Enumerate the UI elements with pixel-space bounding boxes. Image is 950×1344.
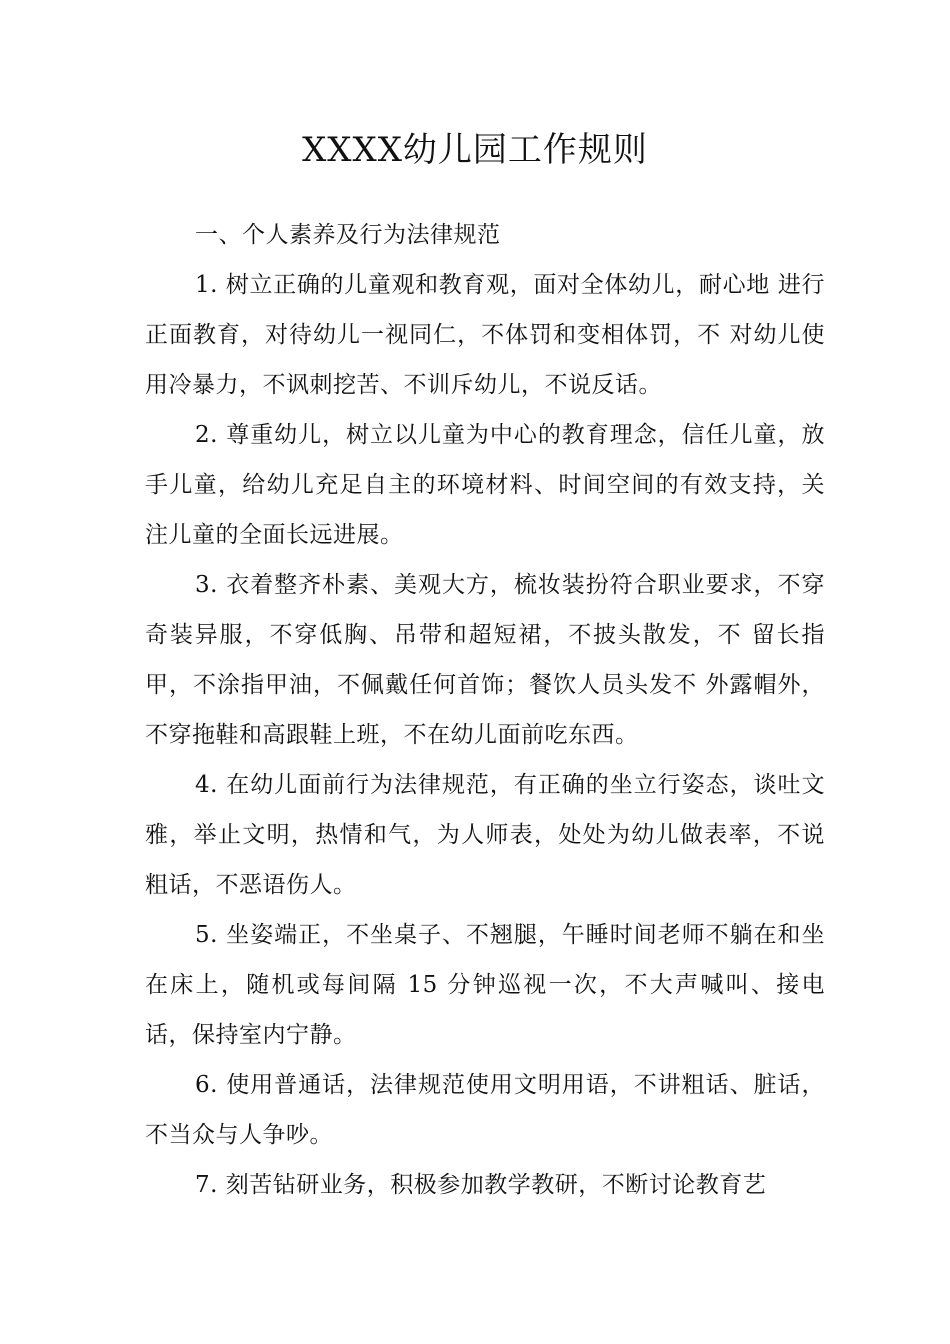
document-body: [145, 210, 825, 1210]
paragraph-5: 5. 坐姿端正，不坐桌子、不翘腿，午睡时间老师不躺在和坐在床上，随机或每间隔 15 分钟巡视一次，不大声喊叫、接电话，保持室内宁静。: [145, 922, 825, 1048]
paragraph-1: 1. 树立正确的儿童观和教育观，面对全体幼儿，耐心地 进行正面教育，对待幼儿一视同仁，不体罚和变相体罚，不 对幼儿使用冷暴力，不讽刺挖苦、不训斥幼儿，不说反话。: [145, 272, 825, 398]
page-title: XXXX幼儿园工作规则: [302, 130, 648, 170]
paragraph-4: 4. 在幼儿面前行为法律规范，有正确的坐立行姿态，谈吐文 雅，举止文明，热情和气，为人师表，处处为幼儿做表率，不说粗话，不恶语伤人。: [145, 772, 825, 898]
paragraph-3: 3. 衣着整齐朴素、美观大方，梳妆装扮符合职业要求，不穿奇装异服，不穿低胸、吊带和超短裙，不披头散发，不 留长指甲，不涂指甲油，不佩戴任何首饰；餐饮人员头发不 外露帽外，不穿拖鞋和高跟鞋上班，不在幼儿面前吃东西。: [145, 572, 825, 748]
paragraph-7: 7. 刻苦钻研业务，积极参加教学教研，不断讨论教育艺: [195, 1172, 767, 1198]
section-heading: 一、个人素养及行为法律规范: [195, 222, 501, 248]
paragraph-6: 6. 使用普通话，法律规范使用文明用语，不讲粗话、脏话， 不当众与人争吵。: [145, 1072, 825, 1148]
paragraph-2: 2. 尊重幼儿，树立以儿童为中心的教育理念，信任儿童，放手儿童，给幼儿充足自主的环境材料、时间空间的有效支持，关注儿童的全面长远进展。: [145, 422, 825, 548]
